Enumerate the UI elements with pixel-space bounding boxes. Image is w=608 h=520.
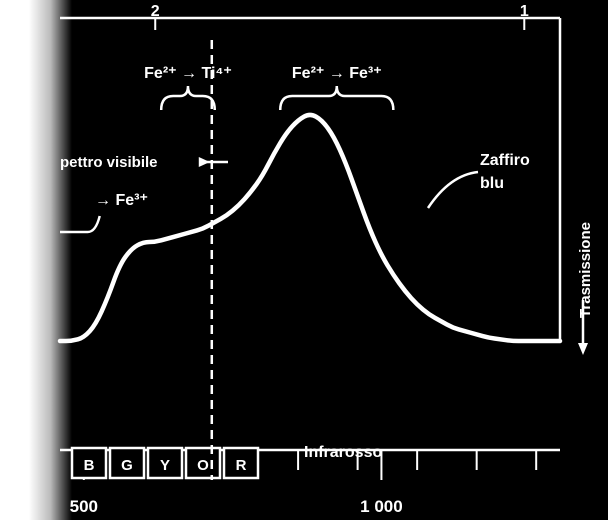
visible-spectrum-label: pettro visibile [60,154,158,171]
color-band-label-B: B [83,457,95,474]
bottom-tick-label-0: 500 [69,497,98,516]
ticks [84,18,536,480]
y-axis-label: Trasmissione [577,222,594,318]
color-band-label-O: O [197,457,209,474]
y-axis-arrow-head [578,343,588,355]
color-band-label-Y: Y [159,457,171,474]
color-bands [72,444,382,478]
color-band-label-G: G [121,457,133,474]
region-label-2: → Fe³⁺ [95,192,148,209]
series-label-line-1: Zaffiro [480,152,530,169]
series-label-pointer [428,172,478,208]
region-brace-1 [280,86,393,110]
plot-frame [60,18,560,450]
annotations [60,40,588,480]
color-band-label-R: R [235,457,247,474]
top-tick-label-0: 2 [150,3,160,20]
region-brace-2 [60,216,100,232]
top-tick-label-1: 1 [519,3,529,20]
infrared-label: Infrarosso [304,444,383,461]
region-label-0: Fe²⁺ → Ti⁴⁺ [144,65,232,82]
visible-arrow-head [199,157,210,167]
series-line-0 [60,115,560,341]
series-lines [60,115,560,341]
series-label-line-2: blu [480,175,504,192]
region-brace-0 [161,86,215,110]
region-label-1: Fe²⁺ → Fe³⁺ [291,65,382,82]
bottom-tick-label-1: 1 000 [360,497,403,516]
